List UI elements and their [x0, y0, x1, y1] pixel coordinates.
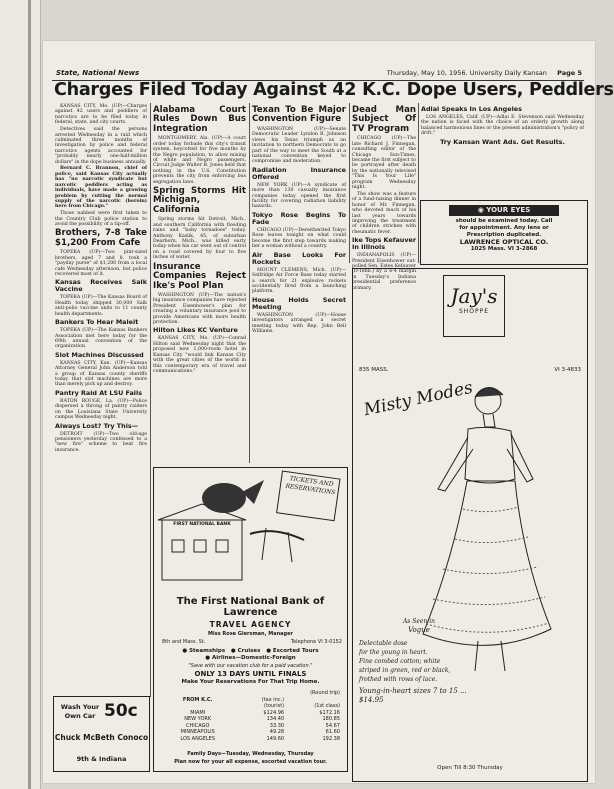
tour-plan: Plan now for your all expense, escorted vacation tour.	[174, 759, 327, 765]
jays-hours: Open Till 8:30 Thursday	[437, 765, 503, 771]
fares-table	[160, 690, 340, 742]
column-divider	[150, 103, 151, 697]
car-wash-ad	[53, 696, 150, 772]
service-item: ● Cruises	[230, 648, 261, 654]
date-line: Thursday, May 10, 1956. University Daily Kansan	[386, 69, 547, 77]
banner-headline: Charges Filed Today Against 42 K.C. Dope Users, Peddlers	[54, 80, 614, 100]
fare-row: MIAMI $124.96 $172.16	[190, 709, 340, 716]
jays-logo: Jay's	[450, 284, 498, 308]
family-days: Family Days—Tuesday, Wednesday, Thursday	[187, 751, 314, 757]
fare-row: MINNEAPOLIS 49.28 61.60	[180, 729, 340, 735]
optical-text: for appointment. Any lens or	[459, 225, 549, 231]
car-wash-price: 50c	[104, 701, 138, 721]
fares-header: (tax inc.)	[261, 696, 285, 703]
article-headline: Texan To Be Major Convention Figure	[252, 105, 346, 125]
fares-header: (tourist)	[264, 703, 285, 709]
car-wash-name: Chuck McBeth Conoco	[54, 733, 149, 742]
article-text: DETROIT (UP)—Two old-age pensioners yesterday confessed to a "new fire" scheme to beat fire insurance.	[55, 431, 147, 453]
article-headline: Tokyo Rose Begins To Fade	[252, 210, 346, 226]
reservation-prompt: Make Your Reservations For That Trip Home.	[181, 679, 320, 685]
column-divider	[249, 103, 250, 463]
finals-countdown: ONLY 13 DAYS UNTIL FINALS	[194, 670, 307, 678]
article-headline: Always Lost? Try This—	[55, 421, 139, 430]
jays-copy: frothed with rows of lace.	[359, 676, 438, 683]
jays-phone: VI 3-4833	[554, 367, 581, 373]
fares-header: (1st class)	[314, 703, 340, 709]
article-text: TOPEKA (UP)—The Kansas Board of Health today shipped 30,000 Salk anti-polio vaccine units to 11 county health departments.	[55, 295, 147, 317]
article-lead: KANSAS CITY, Mo. (UP)—Charges against 42 users and peddlers of narcotics are to be filed today in federal, state, and city courts.	[55, 104, 147, 126]
article-text: Spring storms hit Detroit, Mich., and southern California with flooding rains and "baby tornadoes" today. Anthony Kaslik, 45, of suburban Dearborn, Mich., was killed early today when his car went out of control on a road covered by four to five inches of water.	[153, 217, 246, 261]
jays-script-title: Misty Modes	[362, 377, 475, 421]
article-text: WASHINGTON (UP)—Senate Democratic Leader Lyndon B. Johnson views his Texas triumph as an invitation to northern Democrats to go part of the way to meet the South at a national convention keyed to compromise and moderation.	[252, 126, 346, 165]
article-headline: Air Base Looks For Rockets	[252, 250, 346, 266]
jays-price: Young-in-heart sizes 7 to 15 ... $14.95	[359, 687, 467, 704]
bank-building-sign: FIRST NATIONAL BANK	[173, 522, 231, 527]
jays-copy: Fine combed cotton; white	[359, 658, 441, 665]
article-text: LOS ANGELES, Calif. (UP)—Adlai E. Stevenson said Wednesday the nation is faced with the choice of an orderly growth along balanced harmonious lines or the present administration's "policy of drift."	[421, 115, 584, 137]
fares-origin: FROM K.C.	[182, 696, 213, 703]
article-text: Bernard C. Brannon, chief of police, said Kansas City actually has "no narcotic syndicate but narcotic peddlers acting as individuals, have made a growing problem by cutting the normal supply of the narcotic (heroin) here from Chicago."	[55, 166, 147, 210]
page-number: Page 5	[557, 69, 582, 77]
article-text: CHICAGO (UP)—Dereitherited Tokyo Rose leaves tonight on what could become the first step towards making her a woman without a country.	[252, 227, 346, 250]
jays-seen-in: As Seen in	[402, 618, 436, 625]
bank-travel-ad	[153, 467, 348, 772]
article-text: The show was a feature of a fund-raising dinner in honor of Mr. Finnegan, who devoted much of his last years towards improving the treatment of children stricken with rheumatic fever.	[352, 191, 416, 235]
travel-agency-label: TRAVEL AGENCY	[209, 620, 292, 629]
section-label: State, National News	[56, 69, 140, 77]
article-headline: Hilton Likes KC Venture	[153, 326, 238, 335]
running-header	[52, 69, 582, 79]
previous-page-edge	[0, 0, 41, 789]
article-text: Those nabbed were first taken to the Country Club police station to avoid the possibility of a tip-off.	[55, 211, 147, 228]
article-headline: Adlai Speaks In Los Angeles	[421, 105, 522, 113]
fare-row: NEW YORK 134.40 180.85	[184, 716, 340, 722]
article-headline: Insurance Companies Reject Ike's Pool Plan	[153, 261, 246, 291]
article-headline: Ike Tops Kefauver In Illinois	[352, 236, 416, 252]
want-ads-tagline: Try Kansan Want Ads. Get Results.	[440, 137, 565, 146]
jays-address: 835 MASS.	[359, 367, 389, 373]
column-1	[55, 104, 147, 694]
column-3	[252, 104, 346, 462]
article-headline: Slot Machines Discussed	[55, 350, 144, 359]
article-headline: Radiation Insurance Offered	[252, 165, 346, 181]
bank-title: The First National Bank of Lawrence	[176, 596, 325, 618]
column-5	[421, 104, 584, 198]
article-headline: Brothers, 7-8 Take $1,200 From Cafe	[55, 228, 147, 248]
article-text: TOPEKA (UP)—Two pint-sized brothers, aged 7 and 8, took a "payday purse" of $1,200 from a local cafe Wednesday afternoon, but police recovered most of it.	[55, 250, 147, 277]
article-text: TOPEKA (UP)—The Kansas Bankers Association met here today for the 69th annual convention of the organization.	[55, 328, 147, 350]
jays-copy: for the young in heart.	[359, 649, 428, 656]
article-text: BATON ROUGE, La. (UP)—Police dispersed a throng of pantry raiders on the Louisiana State University campus Wednesday night.	[55, 398, 147, 421]
car-wash-text: Own Car	[64, 712, 96, 720]
fares-header: (Round trip)	[310, 690, 340, 696]
article-headline: Bankers To Hear Maleit	[55, 318, 139, 327]
column-2	[153, 104, 246, 462]
article-headline: Spring Storms Hit Michigan, California	[153, 186, 246, 215]
article-headline: Kansas Receives Salk Vaccine	[55, 278, 147, 294]
vacation-club-slogan: "Save with our vacation club for a paid vacation."	[188, 663, 313, 669]
jays-shoppe-ad	[352, 268, 588, 782]
column-4	[352, 104, 416, 291]
article-text: KANSAS CITY, Kan. (UP)—Kansas Attorney General John Anderson told a group of Kansas county sheriffs today that slot machines are more than merely pick up and destroy.	[55, 360, 147, 388]
optical-text: Prescription duplicated.	[466, 232, 542, 238]
optical-address: 1025 Mass. VI 3-2868	[470, 246, 538, 252]
fare-row: LOS ANGELES 149.60 192.38	[180, 735, 340, 742]
article-text: NEW YORK (UP)—A syndicate of more than 130 casualty insurance companies today opened the first facility for covering radiation liability hazards.	[252, 182, 346, 210]
article-text: MOUNT CLEMENS, Mich. (UP)—Selfridge Air Force Base today started a search for 21 explosive rockets accidentally fired from a launching platform.	[252, 267, 346, 295]
bank-phone: Telephone VI 3-0152	[290, 639, 342, 645]
article-text: Detectives said the persons arrested Wednesday in a raid which culminated three months of investigation by police and federal narcotics agents accounted for "probably nearly one-half-million dollars" in the dope business annually.	[55, 127, 147, 165]
optical-ad	[420, 200, 588, 265]
bank-address: 8th and Mass. St.	[162, 639, 206, 645]
article-text: INDIANAPOLIS (UP)—President Eisenhower out-polled Sen. Estes Kefauver (D-Tenn.) by a 6-4 margin in Tuesday's Indiana presidential preference primary.	[352, 253, 416, 291]
article-headline: Pantry Raid At LSU Fails	[55, 388, 142, 397]
service-item: ● Airlines—Domestic-Foreign	[205, 655, 296, 661]
eye-icon: ◉	[477, 206, 484, 214]
article-text: KANSAS CITY, Mo. (UP)—Conrad Hilton said Wednesday night that the proposed new 1,000-room hotel in Kansas City "would link Kansas City with the great cities of the world in this contemporary era of travel and communications."	[153, 336, 246, 374]
column-divider	[349, 103, 350, 263]
jays-magazine: Vogue	[408, 626, 430, 634]
jays-copy: Delectable dose	[359, 640, 408, 647]
column-divider	[418, 103, 419, 263]
article-text: WASHINGTON (UP)—House investigators arranged a secret meeting today with Rep. John Bell Williams.	[252, 312, 346, 335]
service-item: ● Escorted Tours	[266, 648, 319, 654]
bank-manager: Miss Rose Giersman, Manager	[208, 631, 293, 637]
article-headline: Alabama Court Rules Down Bus Integration	[153, 105, 246, 134]
service-item: ● Steamships	[182, 648, 226, 654]
article-headline: House Holds Secret Meeting	[252, 295, 346, 311]
optical-company: LAWRENCE OPTICAL CO.	[459, 238, 549, 246]
jays-logo-sub: SHOPPE	[458, 308, 490, 315]
car-wash-text: Wash Your	[60, 703, 100, 711]
tickets-sign: TICKETS AND RESERVATIONS	[285, 474, 336, 496]
fare-row: CHICAGO 33.30 54.67	[186, 722, 340, 729]
article-text: CHICAGO (UP)—The late Richard J. Finnegan, consulting editor of the Chicago Sun-Times, became the first subject to be portrayed after death by the nationally televised "This Is Your Life" program Wednesday night.	[352, 136, 416, 191]
car-wash-address: 9th & Indiana	[76, 755, 127, 763]
article-headline: Dead Man Subject Of TV Program	[352, 105, 416, 134]
article-text: WASHINGTON (UP)—The nation's big insurance companies have rejected President Eisenhower's plan for creating a voluntary insurance pool to provide Americans with more health protection.	[153, 292, 247, 326]
jays-copy: striped in green, red or black,	[359, 667, 451, 674]
optical-text: should be examined today. Call	[455, 218, 553, 224]
article-text: MONTGOMERY, Ala. (UP)—A court order today forbade this city's transit system, boycotted for five months by the Negro population, to allow mixing of white and Negro passengers. Circuit Judge Walter B. Jones held that nothing in the U.S. Constitution prevents the city from enforcing bus segregation laws.	[153, 136, 246, 185]
optical-banner: YOUR EYES	[486, 206, 531, 214]
